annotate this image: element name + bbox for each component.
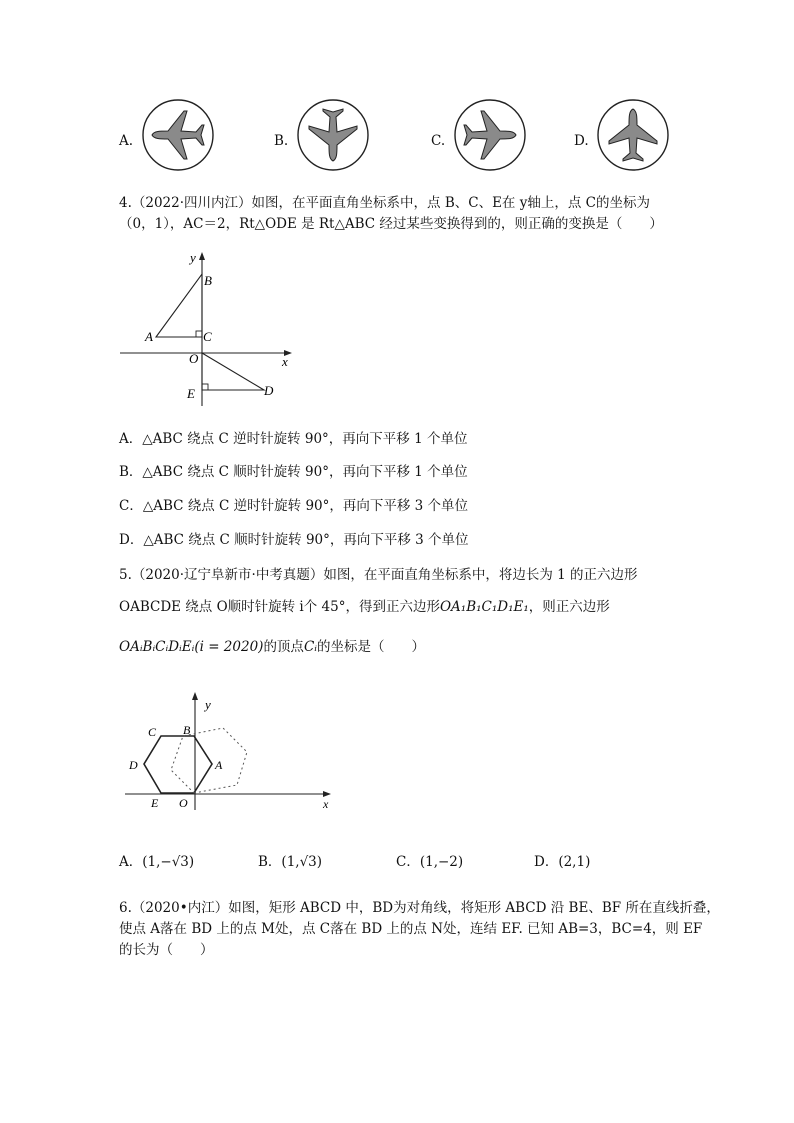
q6-text-line3: 的长为（ ）	[119, 942, 214, 958]
q5-line2-formula: OA₁B₁C₁D₁E₁	[439, 599, 529, 615]
q4-label-e: E	[187, 386, 195, 401]
q4-option-c: C．△ABC 绕点 C 逆时针旋转 90°，再向下平移 3 个单位	[119, 498, 469, 514]
q5-text-line1: 5.（2020·辽宁阜新市·中考真题）如图，在平面直角坐标系中，将边长为 1 的正六边形	[119, 567, 638, 583]
q5-line3-part2: 的坐标是（ ）	[316, 639, 425, 655]
airplane-up-d-icon	[596, 98, 670, 172]
q5-label-x: x	[323, 797, 329, 811]
q4-triangle-abc	[156, 274, 202, 337]
q4-text-line1: 4.（2022·四川内江）如图，在平面直角坐标系中，点 B、C、E在 y轴上，点 C的坐标为	[119, 195, 650, 211]
q5-label-c: C	[148, 725, 157, 739]
q4-y-arrow	[199, 252, 205, 260]
q3-option-a-label: A.	[119, 133, 134, 149]
q3-option-b-label: B.	[274, 133, 289, 149]
q5-label-a: A	[215, 758, 223, 772]
q5-line3-point: Cᵢ	[303, 639, 317, 655]
q5-option-b-label: B．	[258, 854, 282, 870]
q4-label-b: B	[204, 273, 212, 288]
airplane-right-c-icon	[453, 98, 527, 172]
airplane-left-a-icon	[141, 98, 215, 172]
q4-label-d: D	[264, 383, 274, 398]
q4-option-b: B．△ABC 绕点 C 顺时针旋转 90°，再向下平移 1 个单位	[119, 464, 468, 480]
q4-triangle-ode	[202, 353, 264, 390]
q5-label-y: y	[205, 697, 211, 712]
q4-label-x: x	[282, 354, 288, 369]
q4-label-y: y	[190, 250, 196, 265]
q4-option-d: D．△ABC 绕点 C 顺时针旋转 90°，再向下平移 3 个单位	[119, 532, 469, 548]
q4-option-a: A．△ABC 绕点 C 逆时针旋转 90°，再向下平移 1 个单位	[119, 431, 468, 447]
q5-option-c-label: C．	[396, 854, 420, 870]
q4-label-c: C	[203, 329, 212, 344]
airplane-down-b-icon	[296, 98, 370, 172]
q5-option-b-value: (1,√3)	[281, 854, 323, 870]
q5-line3-formula: OAᵢBᵢCᵢDᵢEᵢ(i = 2020)	[119, 639, 264, 655]
q5-option-c-value: (1,−2)	[419, 854, 464, 870]
q5-option-c	[396, 852, 463, 872]
q5-hexagon-original	[144, 736, 212, 793]
q6-text-line2: 使点 A落在 BD 上的点 M处，点 C落在 BD 上的点 N处，连结 EF. 已知 AB=3，BC=4，则 EF	[119, 921, 703, 937]
q5-label-d: D	[129, 758, 138, 772]
q5-option-a	[119, 852, 194, 872]
q5-option-a-value: (1,−√3)	[142, 854, 195, 870]
q5-option-d-value: (2,1)	[558, 854, 591, 870]
q5-text-line3	[119, 637, 425, 657]
q5-label-e: E	[151, 796, 159, 810]
q5-y-arrow	[192, 692, 198, 700]
q3-option-d-label: D.	[574, 133, 589, 149]
q5-option-d	[534, 852, 590, 872]
q5-line2-part1: OABCDE 绕点 O顺时针旋转 i个 45°，得到正六边形	[119, 599, 440, 615]
q4-label-a: A	[145, 329, 153, 344]
q4-label-o: O	[189, 351, 199, 366]
q6-text-line1: 6.（2020•内江）如图，矩形 ABCD 中，BD为对角线，将矩形 ABCD 沿 BE、BF 所在直线折叠，	[119, 900, 720, 916]
q5-line3-part1: 的顶点	[263, 639, 304, 655]
q5-option-d-label: D．	[534, 854, 559, 870]
q4-text-line2: （0，1），AC＝2，Rt△ODE 是 Rt△ABC 经过某些变换得到的，则正确的变换是（ ）	[119, 216, 663, 232]
q5-option-a-label: A．	[119, 854, 143, 870]
q5-text-line2	[119, 597, 610, 617]
q5-label-b: B	[183, 723, 191, 737]
q5-coordinate-figure	[119, 688, 339, 812]
q3-option-c-label: C.	[431, 133, 446, 149]
q4-coordinate-figure	[112, 246, 302, 414]
q5-option-b	[258, 852, 322, 872]
q5-label-o: O	[179, 796, 188, 810]
q5-line2-part2: ，则正六边形	[528, 599, 610, 615]
